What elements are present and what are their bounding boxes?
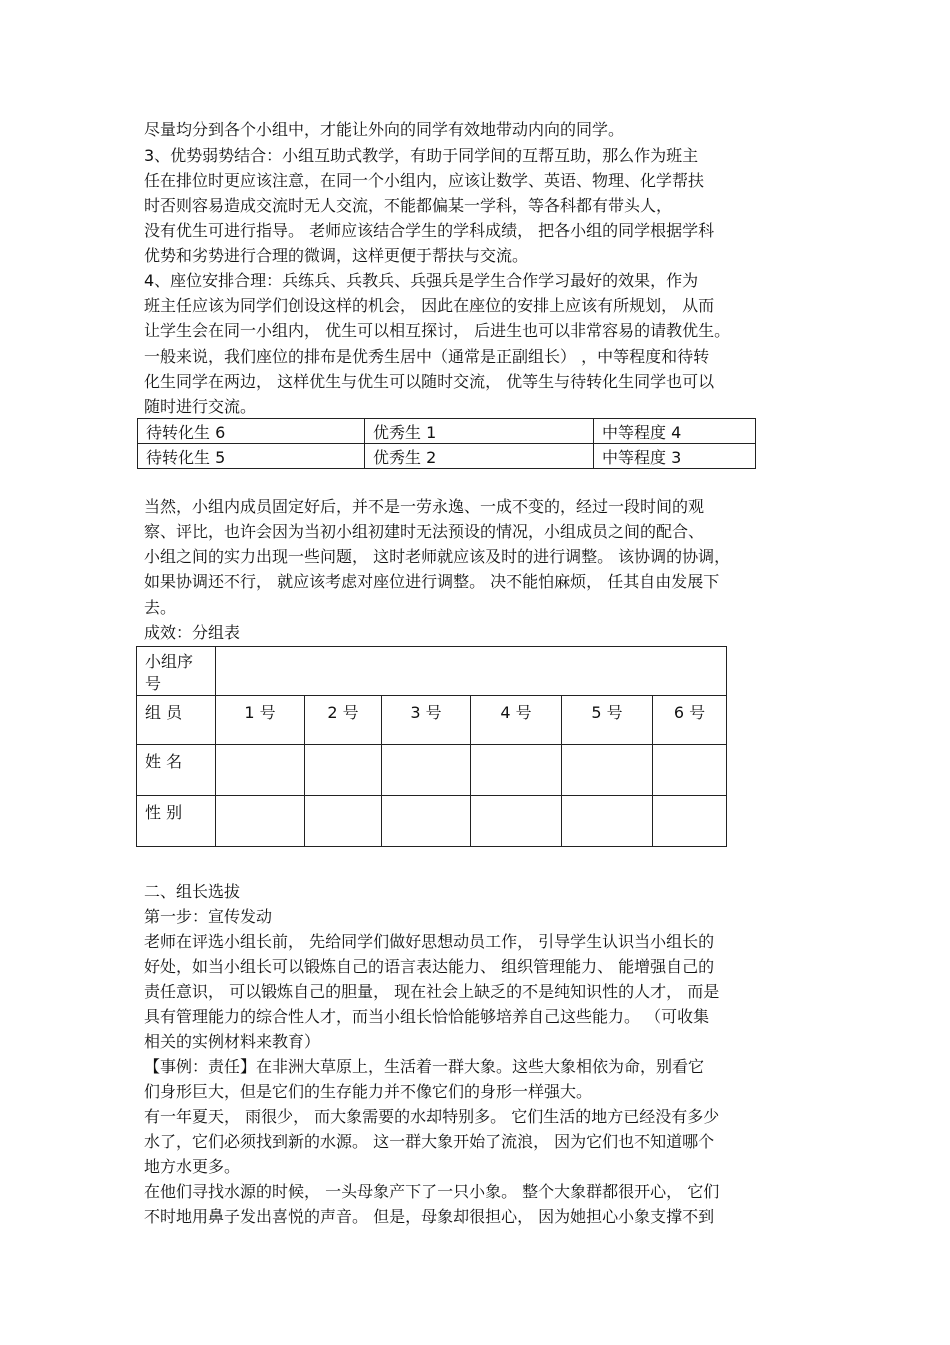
table-cell xyxy=(471,796,562,847)
text-line: 随时进行交流。 xyxy=(144,397,257,416)
step-heading: 第一步：宣传发动 xyxy=(144,907,273,926)
table-cell: 5 号 xyxy=(562,696,653,745)
table-row xyxy=(138,419,756,444)
text-line: 任在排位时更应该注意，在同一个小组内，应该让数学、英语、物理、化学帮扶 xyxy=(144,171,705,190)
text-line: 有一年夏天， 雨很少， 而大象需要的水却特别多。 它们生活的地方已经没有多少 xyxy=(144,1107,720,1126)
table-cell: 3 号 xyxy=(382,696,471,745)
table-cell xyxy=(382,796,471,847)
table-row xyxy=(137,647,727,696)
table-cell: 6 号 xyxy=(653,696,727,745)
text-line: 老师在评选小组长前， 先给同学们做好思想动员工作， 引导学生认识当小组长的 xyxy=(144,932,715,951)
section-heading: 二、组长选拔 xyxy=(144,882,241,901)
text-line: 4、座位安排合理：兵练兵、兵教兵、兵强兵是学生合作学习最好的效果，作为 xyxy=(144,271,699,290)
text-line: 在他们寻找水源的时候， 一头母象产下了一只小象。 整个大象群都很开心， 它们 xyxy=(144,1182,720,1201)
text-line: 优势和劣势进行合理的微调，这样更便于帮扶与交流。 xyxy=(144,246,529,265)
text-line: 地方水更多。 xyxy=(144,1157,241,1176)
table-cell: 1 号 xyxy=(216,696,305,745)
text-line: 去。 xyxy=(144,598,177,617)
table-cell xyxy=(382,745,471,796)
text-line: 尽量均分到各个小组中，才能让外向的同学有效地带动内向的同学。 xyxy=(144,120,625,139)
text-line: 时否则容易造成交流时无人交流，不能都偏某一学科，等各科都有带头人， xyxy=(144,196,673,215)
section-caption: 成效：分组表 xyxy=(144,623,241,642)
table-cell: 优秀生 2 xyxy=(365,444,594,469)
text-line: 具有管理能力的综合性人才，而当小组长恰恰能够培养自己这些能力。 （可收集 xyxy=(144,1007,710,1026)
table-cell xyxy=(562,745,653,796)
table-cell xyxy=(216,647,727,696)
text-line: 们身形巨大，但是它们的生存能力并不像它们的身形一样强大。 xyxy=(144,1082,593,1101)
table-cell xyxy=(305,796,382,847)
text-line: 水了，它们必须找到新的水源。 这一群大象开始了流浪， 因为它们也不知道哪个 xyxy=(144,1132,715,1151)
text-line: 化生同学在两边， 这样优生与优生可以随时交流， 优等生与待转化生同学也可以 xyxy=(144,372,715,391)
table-cell: 待转化生 6 xyxy=(138,419,365,444)
table-row xyxy=(138,444,756,469)
table-cell xyxy=(653,796,727,847)
table-cell: 中等程度 3 xyxy=(594,444,756,469)
text-line: 让学生会在同一小组内， 优生可以相互探讨， 后进生也可以非常容易的请教优生。 xyxy=(144,321,731,340)
text-line: 责任意识， 可以锻炼自己的胆量， 现在社会上缺乏的不是纯知识性的人才， 而是 xyxy=(144,982,720,1001)
text-line: 一般来说，我们座位的排布是优秀生居中（通常是正副组长） ，中等程度和待转 xyxy=(144,347,710,366)
row-label: 性 别 xyxy=(137,796,216,847)
table-cell xyxy=(471,745,562,796)
text-line: 3、优势弱势结合：小组互助式教学，有助于同学间的互帮互助，那么作为班主 xyxy=(144,146,699,165)
row-label: 组 员 xyxy=(137,696,216,745)
text-line: 【事例：责任】在非洲大草原上，生活着一群大象。这些大象相依为命，别看它 xyxy=(144,1057,705,1076)
table-cell xyxy=(562,796,653,847)
table-cell xyxy=(216,796,305,847)
text-line: 不时地用鼻子发出喜悦的声音。 但是，母象却很担心， 因为她担心小象支撑不到 xyxy=(144,1207,715,1226)
table-cell xyxy=(305,745,382,796)
table-cell: 2 号 xyxy=(305,696,382,745)
table-cell xyxy=(653,745,727,796)
text-line: 好处，如当小组长可以锻炼自己的语言表达能力、 组织管理能力、 能增强自己的 xyxy=(144,957,715,976)
row-label: 姓 名 xyxy=(137,745,216,796)
text-line: 小组之间的实力出现一些问题， 这时老师就应该及时的进行调整。 该协调的协调， xyxy=(144,547,731,566)
text-line: 如果协调还不行， 就应该考虑对座位进行调整。 决不能怕麻烦， 任其自由发展下 xyxy=(144,572,720,591)
table-cell: 中等程度 4 xyxy=(594,419,756,444)
seating-table xyxy=(137,418,756,469)
text-line: 当然，小组内成员固定好后，并不是一劳永逸、一成不变的，经过一段时间的观 xyxy=(144,497,705,516)
table-cell: 4 号 xyxy=(471,696,562,745)
text-line: 没有优生可进行指导。 老师应该结合学生的学科成绩， 把各小组的同学根据学科 xyxy=(144,221,715,240)
row-label: 小组序 号 xyxy=(137,647,216,696)
group-table xyxy=(136,646,727,847)
table-row xyxy=(137,745,727,796)
table-row xyxy=(137,796,727,847)
text-line: 班主任应该为同学们创设这样的机会， 因此在座位的安排上应该有所规划， 从而 xyxy=(144,296,715,315)
table-cell: 优秀生 1 xyxy=(365,419,594,444)
table-cell: 待转化生 5 xyxy=(138,444,365,469)
text-line: 相关的实例材料来教育） xyxy=(144,1032,321,1051)
table-cell xyxy=(216,745,305,796)
table-row xyxy=(137,696,727,745)
text-line: 察、评比，也许会因为当初小组初建时无法预设的情况，小组成员之间的配合、 xyxy=(144,522,705,541)
